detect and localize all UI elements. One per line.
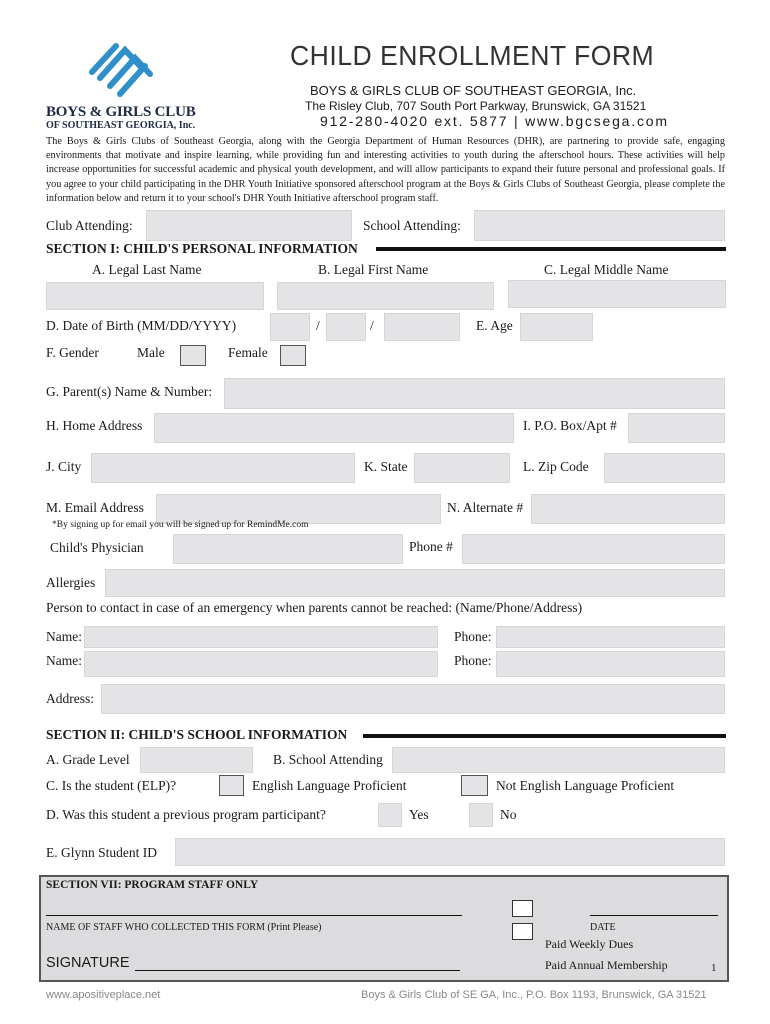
section2-title: SECTION II: CHILD'S SCHOOL INFORMATION — [46, 727, 348, 742]
glynn-label: E. Glynn Student ID — [46, 845, 157, 860]
home-address-field[interactable] — [154, 413, 514, 443]
middle-name-label: C. Legal Middle Name — [544, 262, 669, 277]
emergency-name-2-field[interactable] — [84, 651, 438, 677]
club-attending-field[interactable] — [146, 210, 352, 241]
email-label: M. Email Address — [46, 500, 144, 515]
dob-year-field[interactable] — [384, 313, 460, 341]
po-box-field[interactable] — [628, 413, 725, 443]
staff-name-label: NAME OF STAFF WHO COLLECTED THIS FORM (Print Please) — [46, 922, 322, 933]
alternate-label: N. Alternate # — [447, 500, 524, 515]
female-checkbox[interactable] — [280, 345, 306, 366]
city-field[interactable] — [91, 453, 355, 483]
org-address: The Risley Club, 707 South Port Parkway, Brunswick, GA 31521 — [305, 99, 647, 113]
annual-membership-checkbox[interactable] — [512, 923, 533, 940]
emergency-phone-2-field[interactable] — [496, 651, 725, 677]
zip-label: L. Zip Code — [523, 459, 589, 474]
emergency-phone-1-field[interactable] — [496, 626, 725, 648]
emergency-label: Person to contact in case of an emergency when parents cannot be reached: (Name/Phone/Address) — [46, 600, 583, 615]
last-name-label: A. Legal Last Name — [92, 262, 202, 277]
date-line — [590, 915, 718, 916]
previous-yes-checkbox[interactable] — [378, 803, 402, 827]
physician-phone-field[interactable] — [462, 534, 725, 564]
elp-label: C. Is the student (ELP)? — [46, 778, 177, 793]
previous-no-label: No — [500, 807, 517, 822]
allergies-label: Allergies — [46, 575, 96, 590]
dob-label: D. Date of Birth (MM/DD/YYYY) — [46, 318, 237, 333]
school-attending-label: School Attending: — [363, 218, 461, 233]
state-field[interactable] — [414, 453, 510, 483]
footer-address: Boys & Girls Club of SE GA, Inc., P.O. Box 1193, Brunswick, GA 31521 — [361, 989, 707, 1001]
staff-name-line — [46, 915, 462, 916]
section1-title: SECTION I: CHILD'S PERSONAL INFORMATION — [46, 241, 358, 256]
emergency-name-2-label: Name: — [46, 653, 82, 668]
emergency-phone-2-label: Phone: — [454, 653, 492, 668]
emergency-name-1-field[interactable] — [84, 626, 438, 648]
dob-month-field[interactable] — [270, 313, 310, 341]
logo-line1: BOYS & GIRLS CLUB — [46, 104, 196, 120]
school-label: B. School Attending — [273, 752, 383, 767]
logo-line2: OF SOUTHEAST GEORGIA, Inc. — [46, 120, 196, 131]
footer-website: www.apositiveplace.net — [46, 989, 161, 1001]
first-name-field[interactable] — [277, 282, 494, 310]
parents-label: G. Parent(s) Name & Number: — [46, 384, 213, 399]
intro-paragraph: The Boys & Girls Clubs of Southeast Georgia, along with the Georgia Department of Human Resources (DHR), are partnering to provide safe, engaging environments that motivate and inspire learning, while providing fun and interesting activities to youth during the afterschool hours. These activities will help increase opportunities for successful academic and physical youth development, and will allow participants to expand their future personal and professional goals. If you agree to your child participating in the DHR Youth Initiative sponsored afterschool program at the Boys & Girls Clubs of Southeast Georgia, please complete the information below and return it to your school's DHR Youth Initiative afterschool program staff. — [46, 136, 725, 204]
zip-field[interactable] — [604, 453, 725, 483]
weekly-dues-label: Paid Weekly Dues — [545, 937, 634, 951]
signature-line[interactable] — [135, 970, 460, 971]
form-title: CHILD ENROLLMENT FORM — [290, 40, 655, 71]
previous-no-checkbox[interactable] — [469, 803, 493, 827]
age-field[interactable] — [520, 313, 593, 341]
dob-day-field[interactable] — [326, 313, 366, 341]
section7-title: SECTION VII: PROGRAM STAFF ONLY — [46, 879, 259, 891]
glynn-field[interactable] — [175, 838, 725, 866]
age-label: E. Age — [476, 318, 513, 333]
physician-field[interactable] — [173, 534, 403, 564]
elp-not-proficient-label: Not English Language Proficient — [496, 778, 675, 793]
org-name: BOYS & GIRLS CLUB OF SOUTHEAST GEORGIA, Inc. — [310, 83, 637, 98]
elp-not-proficient-checkbox[interactable] — [461, 775, 488, 796]
signature-label: SIGNATURE — [46, 955, 130, 971]
school-field[interactable] — [392, 747, 725, 773]
previous-yes-label: Yes — [409, 807, 429, 822]
middle-name-field[interactable] — [508, 280, 726, 308]
section2-rule — [363, 734, 726, 738]
alternate-field[interactable] — [531, 494, 725, 524]
dob-slash-2: / — [370, 318, 374, 333]
club-logo — [40, 38, 210, 133]
female-label: Female — [228, 345, 268, 360]
org-contact: 912-280-4020 ext. 5877 | www.bgcsega.com — [320, 113, 669, 129]
email-note: *By signing up for email you will be signed up for RemindMe.com — [52, 520, 309, 530]
physician-phone-label: Phone # — [409, 539, 453, 554]
male-checkbox[interactable] — [180, 345, 206, 366]
home-address-label: H. Home Address — [46, 418, 143, 433]
annual-membership-label: Paid Annual Membership — [545, 958, 668, 972]
emergency-name-1-label: Name: — [46, 629, 82, 644]
elp-proficient-checkbox[interactable] — [219, 775, 244, 796]
date-label: DATE — [590, 922, 616, 933]
allergies-field[interactable] — [105, 569, 725, 597]
emergency-address-label: Address: — [46, 691, 94, 706]
first-name-label: B. Legal First Name — [318, 262, 429, 277]
grade-field[interactable] — [140, 747, 253, 773]
previous-label: D. Was this student a previous program participant? — [46, 807, 326, 822]
weekly-dues-checkbox[interactable] — [512, 900, 533, 917]
parents-field[interactable] — [224, 378, 725, 409]
elp-proficient-label: English Language Proficient — [252, 778, 407, 793]
page-number: 1 — [711, 962, 717, 974]
section1-rule — [376, 247, 726, 251]
city-label: J. City — [46, 459, 82, 474]
male-label: Male — [137, 345, 165, 360]
state-label: K. State — [364, 459, 408, 474]
club-logo-icon — [80, 38, 170, 104]
school-attending-field[interactable] — [474, 210, 725, 241]
club-attending-label: Club Attending: — [46, 218, 133, 233]
dob-slash-1: / — [316, 318, 320, 333]
emergency-address-field[interactable] — [101, 684, 725, 714]
gender-label: F. Gender — [46, 345, 99, 360]
physician-label: Child's Physician — [50, 540, 144, 555]
po-box-label: I. P.O. Box/Apt # — [523, 418, 617, 433]
grade-label: A. Grade Level — [46, 752, 130, 767]
emergency-phone-1-label: Phone: — [454, 629, 492, 644]
last-name-field[interactable] — [46, 282, 264, 310]
